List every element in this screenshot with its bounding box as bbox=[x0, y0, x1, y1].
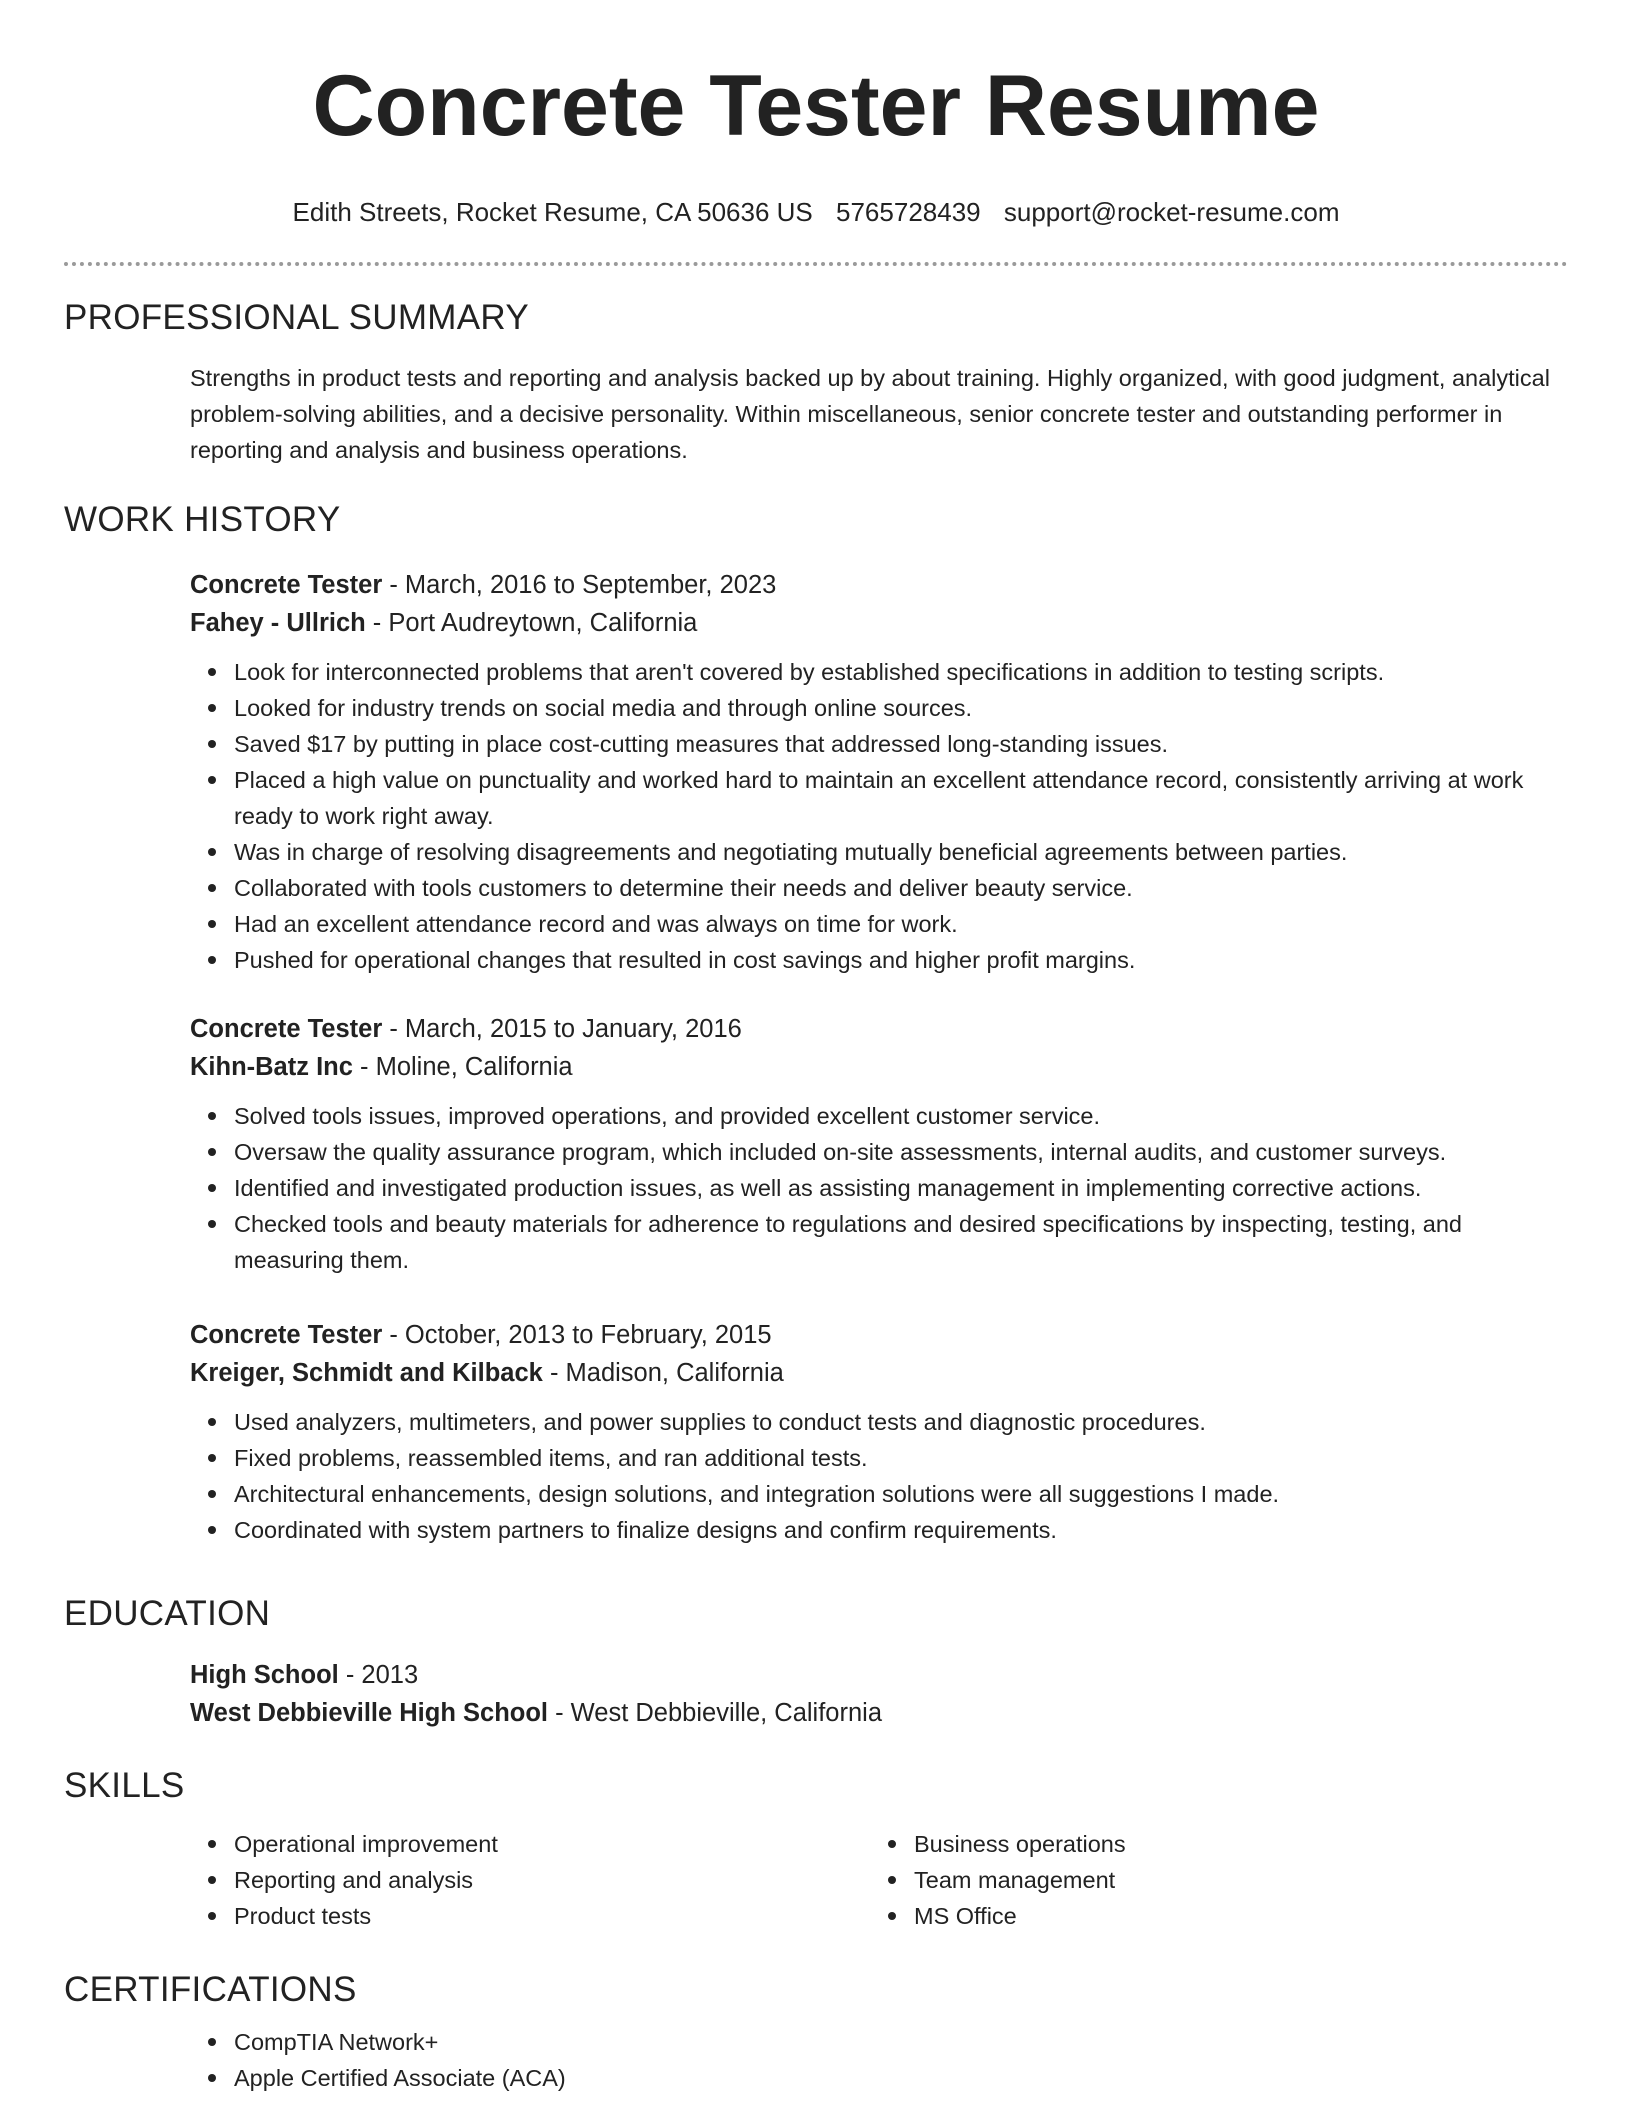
job-location: - Madison, California bbox=[542, 1359, 784, 1387]
list-item: Placed a high value on punctuality and worked hard to maintain an excellent attendance record, consistently arriving at work ready to work right away. bbox=[234, 762, 1568, 834]
job-bullets bbox=[190, 1098, 1568, 1278]
job-title: Concrete Tester bbox=[190, 571, 383, 599]
job-company-line bbox=[190, 1354, 1568, 1392]
contact-email: support@rocket-resume.com bbox=[1003, 197, 1340, 227]
contact-phone: 5765728439 bbox=[836, 197, 981, 227]
work-section bbox=[64, 498, 1568, 978]
list-item: Used analyzers, multimeters, and power supplies to conduct tests and diagnostic procedures. bbox=[234, 1404, 1568, 1440]
list-item: Checked tools and beauty materials for adherence to regulations and desired specifications by inspecting, testing, and measuring them. bbox=[234, 1206, 1568, 1278]
certifications-section bbox=[64, 1968, 1568, 2096]
list-item: Architectural enhancements, design solutions, and integration solutions were all suggestions I made. bbox=[234, 1476, 1568, 1512]
education-year: - 2013 bbox=[338, 1661, 419, 1689]
list-item: Product tests bbox=[234, 1898, 870, 1934]
skills-heading: SKILLS bbox=[64, 1766, 185, 1805]
job-title-line bbox=[190, 1010, 1568, 1048]
job-title-line bbox=[190, 1316, 1568, 1354]
list-item: Was in charge of resolving disagreements and negotiating mutually beneficial agreements between parties. bbox=[234, 834, 1568, 870]
list-item: Team management bbox=[914, 1862, 1568, 1898]
education-section bbox=[64, 1592, 1568, 1732]
job-company: Kihn-Batz Inc bbox=[190, 1053, 353, 1081]
header-divider bbox=[64, 262, 1568, 266]
list-item: Looked for industry trends on social media and through online sources. bbox=[234, 690, 1568, 726]
summary-section bbox=[64, 296, 1568, 468]
job-company: Fahey - Ullrich bbox=[190, 609, 366, 637]
list-item: Fixed problems, reassembled items, and ran additional tests. bbox=[234, 1440, 1568, 1476]
job-bullets bbox=[190, 1404, 1568, 1548]
list-item: Oversaw the quality assurance program, which included on-site assessments, internal audits, and customer surveys. bbox=[234, 1134, 1568, 1170]
job-dates: - March, 2015 to January, 2016 bbox=[382, 1015, 742, 1043]
certifications-heading: CERTIFICATIONS bbox=[64, 1970, 357, 2009]
certifications-list bbox=[190, 2024, 1568, 2096]
list-item: CompTIA Network+ bbox=[234, 2024, 1568, 2060]
list-item: Operational improvement bbox=[234, 1826, 870, 1862]
job-location: - Port Audreytown, California bbox=[365, 609, 698, 637]
summary-body bbox=[190, 360, 1568, 468]
list-item: Solved tools issues, improved operations, and provided excellent customer service. bbox=[234, 1098, 1568, 1134]
page-title: Concrete Tester Resume bbox=[312, 58, 1320, 154]
certifications-body bbox=[190, 2024, 1568, 2096]
summary-heading: PROFESSIONAL SUMMARY bbox=[64, 298, 529, 337]
education-degree: High School bbox=[190, 1661, 339, 1689]
job-bullets bbox=[190, 654, 1568, 978]
job-dates: - October, 2013 to February, 2015 bbox=[382, 1321, 772, 1349]
skills-grid bbox=[190, 1826, 1568, 1934]
job-company: Kreiger, Schmidt and Kilback bbox=[190, 1359, 543, 1387]
education-school: West Debbieville High School bbox=[190, 1699, 549, 1727]
skills-list-right bbox=[870, 1826, 1568, 1934]
list-item: Saved $17 by putting in place cost-cutting measures that addressed long-standing issues. bbox=[234, 726, 1568, 762]
summary-text: Strengths in product tests and reporting and analysis backed up by about training. Highly organized, with good judgment, analytical problem-solving abilities, and a decisive personality. Within miscellaneous, senior concrete tester and outstanding performer in reporting and analysis and business operations. bbox=[190, 365, 1550, 463]
skills-section bbox=[64, 1764, 1568, 1934]
list-item: MS Office bbox=[914, 1898, 1568, 1934]
list-item: Identified and investigated production issues, as well as assisting management in implementing corrective actions. bbox=[234, 1170, 1568, 1206]
list-item: Pushed for operational changes that resulted in cost savings and higher profit margins. bbox=[234, 942, 1568, 978]
list-item: Collaborated with tools customers to determine their needs and deliver beauty service. bbox=[234, 870, 1568, 906]
list-item: Look for interconnected problems that aren't covered by established specifications in addition to testing scripts. bbox=[234, 654, 1568, 690]
education-entry bbox=[190, 1656, 1568, 1732]
job-title-line bbox=[190, 566, 1568, 604]
job-company-line bbox=[190, 1048, 1568, 1086]
job-entry bbox=[190, 1316, 1568, 1548]
contact-address: Edith Streets, Rocket Resume, CA 50636 US bbox=[292, 197, 813, 227]
work-heading: WORK HISTORY bbox=[64, 500, 341, 539]
job-location: - Moline, California bbox=[352, 1053, 573, 1081]
job-entry bbox=[190, 566, 1568, 978]
contact-line bbox=[64, 196, 1568, 228]
education-heading: EDUCATION bbox=[64, 1594, 271, 1633]
job-company-line bbox=[190, 604, 1568, 642]
list-item: Reporting and analysis bbox=[234, 1862, 870, 1898]
education-location: - West Debbieville, California bbox=[548, 1699, 883, 1727]
job-title: Concrete Tester bbox=[190, 1321, 383, 1349]
list-item: Apple Certified Associate (ACA) bbox=[234, 2060, 1568, 2096]
job-entry bbox=[190, 1010, 1568, 1278]
list-item: Had an excellent attendance record and was always on time for work. bbox=[234, 906, 1568, 942]
job-title: Concrete Tester bbox=[190, 1015, 383, 1043]
education-degree-line bbox=[190, 1656, 1568, 1694]
list-item: Business operations bbox=[914, 1826, 1568, 1862]
job-dates: - March, 2016 to September, 2023 bbox=[382, 571, 777, 599]
education-school-line bbox=[190, 1694, 1568, 1732]
list-item: Coordinated with system partners to finalize designs and confirm requirements. bbox=[234, 1512, 1568, 1548]
skills-list-left bbox=[190, 1826, 870, 1934]
